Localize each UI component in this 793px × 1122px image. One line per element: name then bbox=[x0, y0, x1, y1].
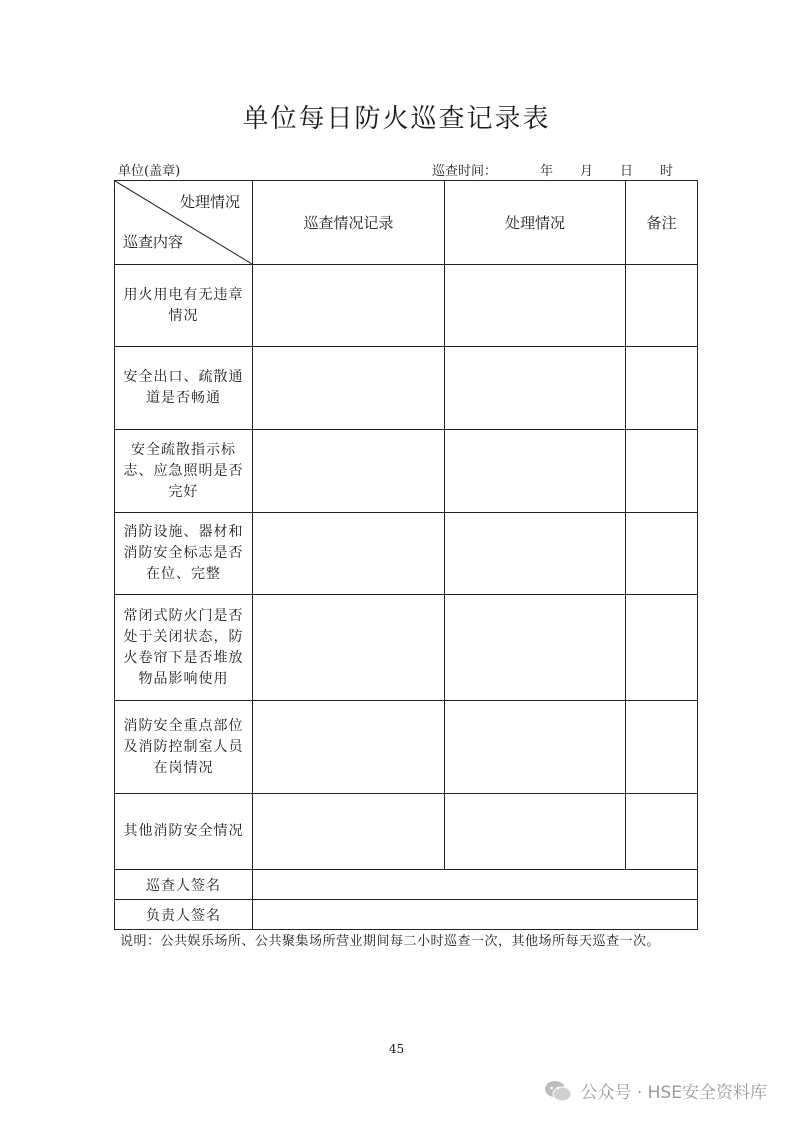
year-label: 年 bbox=[540, 164, 554, 179]
wechat-icon bbox=[544, 1080, 572, 1102]
day-label: 日 bbox=[620, 164, 634, 179]
table-row bbox=[115, 701, 698, 794]
table-header-row bbox=[115, 181, 698, 265]
explanatory-note: 说明：公共娱乐场所、公共聚集场所营业期间每二小时巡查一次，其他场所每天巡查一次。 bbox=[120, 934, 661, 949]
handling-cell[interactable] bbox=[445, 265, 626, 347]
row-label: 消防设施、器材和消防安全标志是否在位、完整 bbox=[115, 513, 253, 595]
record-cell[interactable] bbox=[253, 595, 445, 701]
inspector-signature-label: 巡查人签名 bbox=[115, 870, 253, 900]
remarks-cell[interactable] bbox=[626, 347, 698, 430]
watermark-text: 公众号 · HSE安全资料库 bbox=[580, 1083, 767, 1103]
row-label: 常闭式防火门是否处于关闭状态，防火卷帘下是否堆放物品影响使用 bbox=[115, 595, 253, 701]
table-row bbox=[115, 794, 698, 870]
row-label: 安全出口、疏散通道是否畅通 bbox=[115, 347, 253, 430]
record-cell[interactable] bbox=[253, 701, 445, 794]
table-row bbox=[115, 513, 698, 595]
responsible-signature-field[interactable] bbox=[253, 900, 698, 930]
table-row bbox=[115, 595, 698, 701]
row-label: 安全疏散指示标志、应急照明是否完好 bbox=[115, 430, 253, 513]
month-label: 月 bbox=[580, 164, 594, 179]
signature-row bbox=[115, 900, 698, 930]
remarks-cell[interactable] bbox=[626, 595, 698, 701]
inspector-signature-field[interactable] bbox=[253, 870, 698, 900]
hour-label: 时 bbox=[660, 164, 674, 179]
page-number: 45 bbox=[388, 1042, 405, 1056]
handling-cell[interactable] bbox=[445, 513, 626, 595]
signature-row bbox=[115, 870, 698, 900]
diagonal-top-label: 处理情况 bbox=[179, 193, 240, 211]
table-row bbox=[115, 430, 698, 513]
responsible-signature-label: 负责人签名 bbox=[115, 900, 253, 930]
handling-cell[interactable] bbox=[445, 595, 626, 701]
diagonal-bottom-label: 巡查内容 bbox=[123, 233, 184, 251]
watermark bbox=[544, 1078, 767, 1103]
remarks-cell[interactable] bbox=[626, 513, 698, 595]
unit-stamp-label: 单位(盖章) bbox=[118, 164, 181, 179]
remarks-cell[interactable] bbox=[626, 265, 698, 347]
row-label: 用火用电有无违章情况 bbox=[115, 265, 253, 347]
row-label: 消防安全重点部位及消防控制室人员在岗情况 bbox=[115, 701, 253, 794]
column-header-remarks: 备注 bbox=[626, 181, 698, 265]
table-row bbox=[115, 347, 698, 430]
handling-cell[interactable] bbox=[445, 794, 626, 870]
record-cell[interactable] bbox=[253, 347, 445, 430]
record-cell[interactable] bbox=[253, 265, 445, 347]
handling-cell[interactable] bbox=[445, 347, 626, 430]
handling-cell[interactable] bbox=[445, 430, 626, 513]
inspection-time-label: 巡查时间： bbox=[432, 164, 498, 179]
remarks-cell[interactable] bbox=[626, 794, 698, 870]
page-title: 单位每日防火巡查记录表 bbox=[242, 104, 551, 134]
row-label: 其他消防安全情况 bbox=[115, 794, 253, 870]
remarks-cell[interactable] bbox=[626, 701, 698, 794]
table-row bbox=[115, 265, 698, 347]
patrol-record-table bbox=[114, 180, 698, 930]
column-header-record: 巡查情况记录 bbox=[253, 181, 445, 265]
record-cell[interactable] bbox=[253, 430, 445, 513]
diagonal-header-cell bbox=[115, 181, 253, 265]
handling-cell[interactable] bbox=[445, 701, 626, 794]
record-cell[interactable] bbox=[253, 513, 445, 595]
column-header-handling: 处理情况 bbox=[445, 181, 626, 265]
record-cell[interactable] bbox=[253, 794, 445, 870]
remarks-cell[interactable] bbox=[626, 430, 698, 513]
